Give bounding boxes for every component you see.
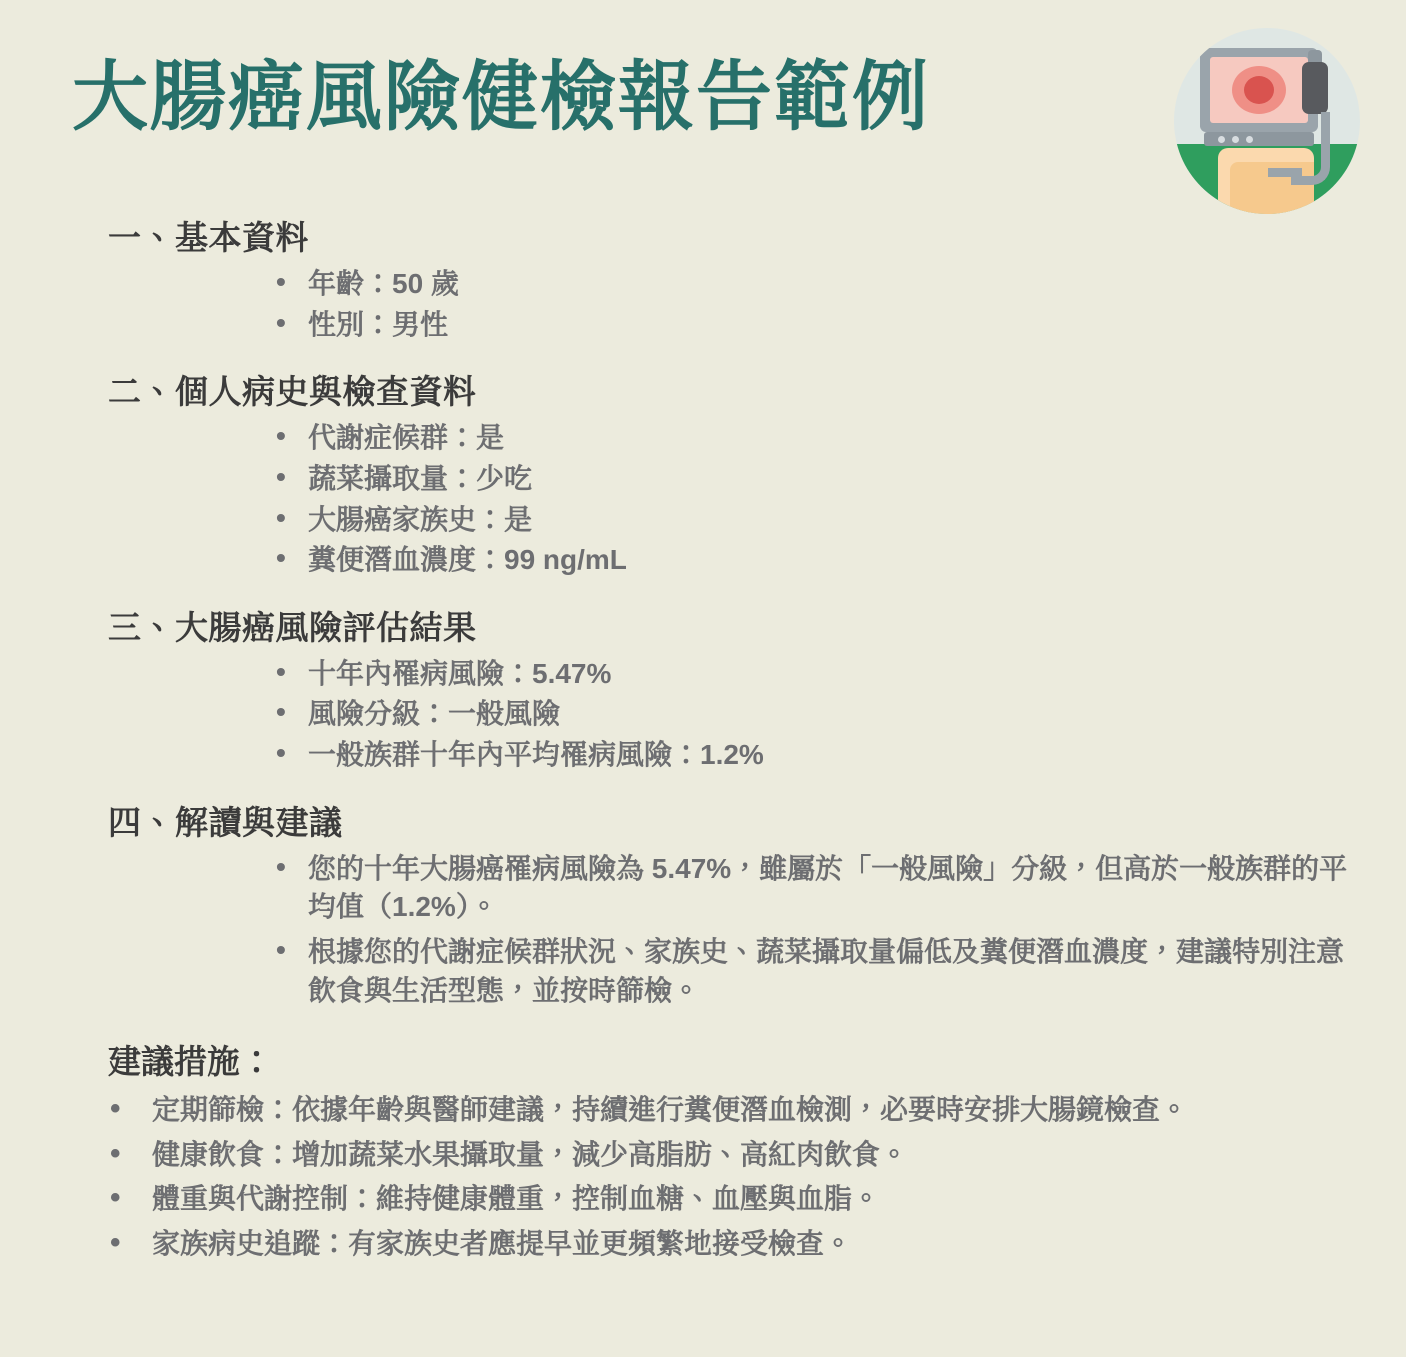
- list-item: • 根據您的代謝症候群狀況、家族史、蔬菜攝取量偏低及糞便潛血濃度，建議特別注意飲食與生活型態，並按時篩檢。: [268, 933, 1362, 1010]
- list-item: • 代謝症候群：是: [268, 419, 1406, 458]
- section-history-exam: [0, 366, 1406, 580]
- title-area: [0, 0, 1406, 190]
- list-item: • 體重與代謝控制：維持健康體重，控制血糖、血壓與血脂。: [104, 1180, 1350, 1219]
- screen-image-inner: [1244, 76, 1274, 104]
- section-list: [0, 655, 1406, 775]
- list-item: • 十年內罹病風險：5.47%: [268, 655, 1406, 694]
- probe-handle-icon: [1302, 62, 1328, 114]
- list-item: • 風險分級：一般風險: [268, 695, 1406, 734]
- section-heading: 一、基本資料: [108, 219, 309, 256]
- control-dot: [1246, 136, 1253, 143]
- section-basic-info: [0, 212, 1406, 344]
- section-interpretation: [0, 797, 1406, 1011]
- list-item: • 定期篩檢：依據年齡與醫師建議，持續進行糞便潛血檢測，必要時安排大腸鏡檢查。: [104, 1091, 1350, 1130]
- page-title: 大腸癌風險健檢報告範例: [72, 55, 930, 140]
- section-heading: 三、大腸癌風險評估結果: [108, 608, 477, 646]
- section-list: [0, 419, 1406, 580]
- list-item: • 大腸癌家族史：是: [268, 501, 1406, 540]
- list-item: • 蔬菜攝取量：少吃: [268, 460, 1406, 499]
- recommendations-list: [0, 1091, 1406, 1264]
- list-item: • 一般族群十年內平均罹病風險：1.2%: [268, 736, 1406, 775]
- list-item: • 年齡：50 歲: [268, 265, 1406, 304]
- section-list: [0, 265, 1406, 344]
- section-recommendations: [0, 1036, 1406, 1264]
- probe-cable-segment: [1268, 168, 1302, 177]
- section-list: [0, 850, 1406, 1011]
- recommendations-heading: 建議措施：: [108, 1043, 273, 1081]
- control-dot: [1232, 136, 1239, 143]
- list-item: • 健康飲食：增加蔬菜水果攝取量，減少高脂肪、高紅肉飲食。: [104, 1136, 1350, 1175]
- list-item: • 糞便潛血濃度：99 ng/mL: [268, 541, 1406, 580]
- section-heading: 二、個人病史與檢查資料: [108, 373, 477, 411]
- section-risk-result: [0, 602, 1406, 775]
- control-dot: [1218, 136, 1225, 143]
- list-item: • 性別：男性: [268, 306, 1406, 345]
- section-heading: 四、解讀與建議: [108, 803, 343, 841]
- colonoscopy-icon: [1174, 28, 1360, 214]
- list-item: • 您的十年大腸癌罹病風險為 5.47%，雖屬於「一般風險」分級，但高於一般族群的平均值（1.2%）。: [268, 850, 1362, 927]
- list-item: • 家族病史追蹤：有家族史者應提早並更頻繁地接受檢查。: [104, 1225, 1350, 1264]
